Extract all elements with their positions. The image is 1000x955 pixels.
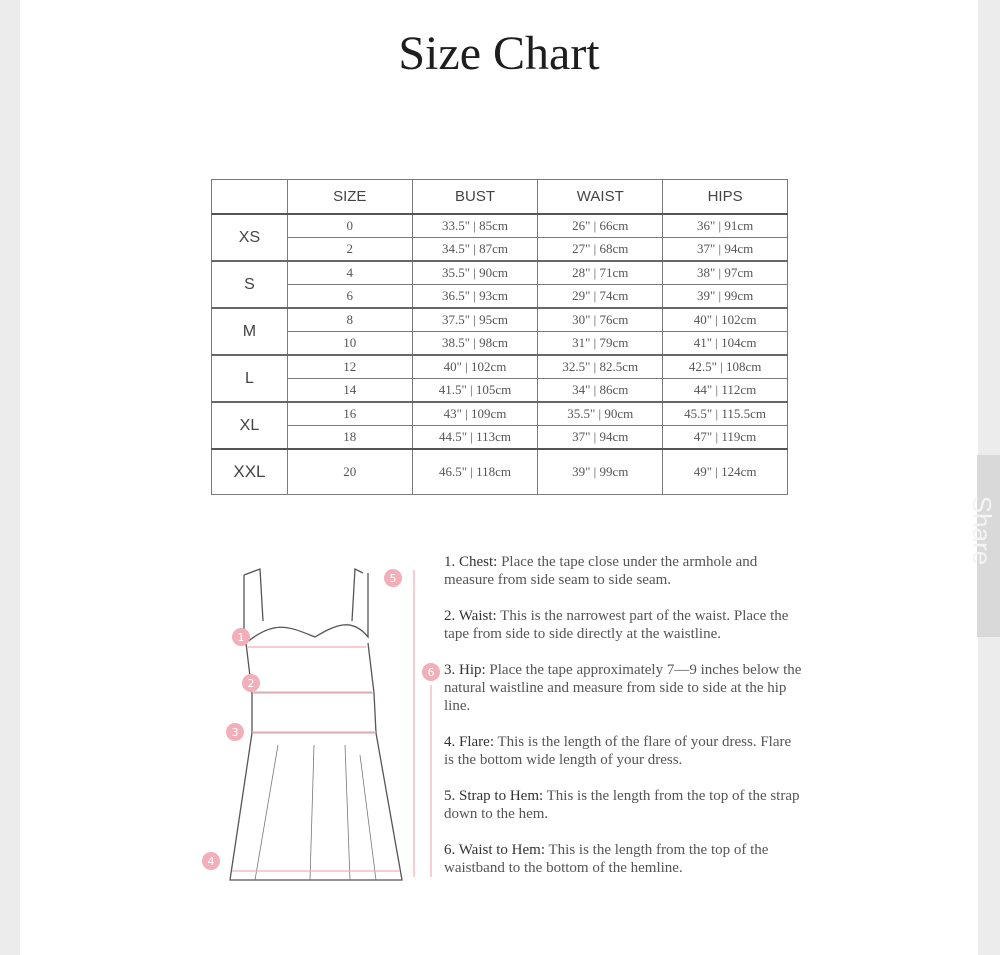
waist-cell: 26" | 66cm <box>538 214 663 238</box>
note-term: 1. Chest: <box>444 554 498 570</box>
hips-cell: 41" | 104cm <box>663 332 788 356</box>
bust-cell: 36.5" | 93cm <box>412 285 538 309</box>
marker-label: 6 <box>427 666 435 679</box>
bust-cell: 38.5" | 98cm <box>412 332 538 356</box>
note-text: This is the length from the top of the strap down to the hem. <box>444 788 800 822</box>
note-text: This is the length from the top of the waistband to the bottom of the hemline. <box>444 842 769 876</box>
note-chest <box>444 553 804 589</box>
hips-cell: 49" | 124cm <box>663 449 788 495</box>
header-waist: WAIST <box>538 180 663 215</box>
group-label-xl: XL <box>212 402 288 449</box>
waist-cell: 29" | 74cm <box>538 285 663 309</box>
header-bust: BUST <box>412 180 538 215</box>
table-row <box>212 214 788 238</box>
note-text: Place the tape close under the armhole and measure from side seam to side seam. <box>444 554 758 588</box>
size-cell: 2 <box>287 238 412 262</box>
table-row <box>212 426 788 450</box>
note-term: 5. Strap to Hem: <box>444 788 544 804</box>
waist-cell: 35.5" | 90cm <box>538 402 663 426</box>
waist-cell: 34" | 86cm <box>538 379 663 403</box>
bust-cell: 43" | 109cm <box>412 402 538 426</box>
size-cell: 20 <box>287 449 412 495</box>
group-label-xxl: XXL <box>212 449 288 495</box>
waist-cell: 27" | 68cm <box>538 238 663 262</box>
marker-3-icon <box>226 723 244 741</box>
note-term: 2. Waist: <box>444 608 497 624</box>
size-cell: 10 <box>287 332 412 356</box>
hips-cell: 47" | 119cm <box>663 426 788 450</box>
group-label-s: S <box>212 261 288 308</box>
bust-cell: 34.5" | 87cm <box>412 238 538 262</box>
hips-cell: 40" | 102cm <box>663 308 788 332</box>
bust-cell: 40" | 102cm <box>412 355 538 379</box>
marker-label: 1 <box>237 631 245 644</box>
hips-cell: 36" | 91cm <box>663 214 788 238</box>
size-cell: 12 <box>287 355 412 379</box>
marker-4-icon <box>202 852 220 870</box>
waist-cell: 37" | 94cm <box>538 426 663 450</box>
hips-cell: 45.5" | 115.5cm <box>663 402 788 426</box>
note-flare <box>444 733 804 769</box>
table-row <box>212 238 788 262</box>
marker-2-icon <box>242 674 260 692</box>
size-cell: 8 <box>287 308 412 332</box>
bust-cell: 46.5" | 118cm <box>412 449 538 495</box>
size-cell: 0 <box>287 214 412 238</box>
bust-cell: 44.5" | 113cm <box>412 426 538 450</box>
marker-5-icon <box>384 569 402 587</box>
size-table <box>211 179 788 495</box>
size-cell: 18 <box>287 426 412 450</box>
size-cell: 6 <box>287 285 412 309</box>
table-row <box>212 355 788 379</box>
waist-cell: 30" | 76cm <box>538 308 663 332</box>
dress-outline <box>230 569 402 880</box>
note-term: 6. Waist to Hem: <box>444 842 546 858</box>
size-cell: 4 <box>287 261 412 285</box>
note-strap-to-hem <box>444 787 804 823</box>
note-text: Place the tape approximately 7—9 inches below the natural waistline and measure from side to side at the hip line. <box>444 662 802 714</box>
note-term: 4. Flare: <box>444 734 494 750</box>
bust-cell: 37.5" | 95cm <box>412 308 538 332</box>
group-label-m: M <box>212 308 288 355</box>
size-cell: 16 <box>287 402 412 426</box>
size-cell: 14 <box>287 379 412 403</box>
measurement-notes <box>444 553 804 895</box>
share-label: Share <box>967 495 998 566</box>
note-term: 3. Hip: <box>444 662 486 678</box>
share-tab[interactable] <box>967 455 1000 637</box>
note-hip <box>444 661 804 715</box>
waist-cell: 39" | 99cm <box>538 449 663 495</box>
hips-cell: 44" | 112cm <box>663 379 788 403</box>
table-row <box>212 332 788 356</box>
group-label-xs: XS <box>212 214 288 261</box>
dress-measurement-diagram <box>180 555 450 895</box>
measurement-lines <box>232 570 431 877</box>
table-row <box>212 402 788 426</box>
note-text: This is the narrowest part of the waist. Place the tape from side to side directly at the waistline. <box>444 608 789 642</box>
table-row <box>212 285 788 309</box>
header-group <box>212 180 288 215</box>
waist-cell: 28" | 71cm <box>538 261 663 285</box>
header-hips: HIPS <box>663 180 788 215</box>
table-row <box>212 261 788 285</box>
note-waist <box>444 607 804 643</box>
marker-label: 5 <box>389 572 397 585</box>
header-size: SIZE <box>287 180 412 215</box>
table-row <box>212 449 788 495</box>
group-label-l: L <box>212 355 288 402</box>
page-title: Size Chart <box>398 27 600 80</box>
bust-cell: 33.5" | 85cm <box>412 214 538 238</box>
marker-6-icon <box>422 663 440 681</box>
marker-label: 4 <box>207 855 215 868</box>
hips-cell: 39" | 99cm <box>663 285 788 309</box>
hips-cell: 38" | 97cm <box>663 261 788 285</box>
table-header-row <box>212 180 788 215</box>
hips-cell: 42.5" | 108cm <box>663 355 788 379</box>
table-row <box>212 379 788 403</box>
page-content <box>20 0 978 955</box>
waist-cell: 32.5" | 82.5cm <box>538 355 663 379</box>
table-row <box>212 308 788 332</box>
bust-cell: 41.5" | 105cm <box>412 379 538 403</box>
bust-cell: 35.5" | 90cm <box>412 261 538 285</box>
hips-cell: 37" | 94cm <box>663 238 788 262</box>
marker-label: 3 <box>231 726 239 739</box>
waist-cell: 31" | 79cm <box>538 332 663 356</box>
marker-label: 2 <box>247 677 255 690</box>
marker-1-icon <box>232 628 250 646</box>
note-waist-to-hem <box>444 841 804 877</box>
note-text: This is the length of the flare of your dress. Flare is the bottom wide length of your dress. <box>444 734 792 768</box>
